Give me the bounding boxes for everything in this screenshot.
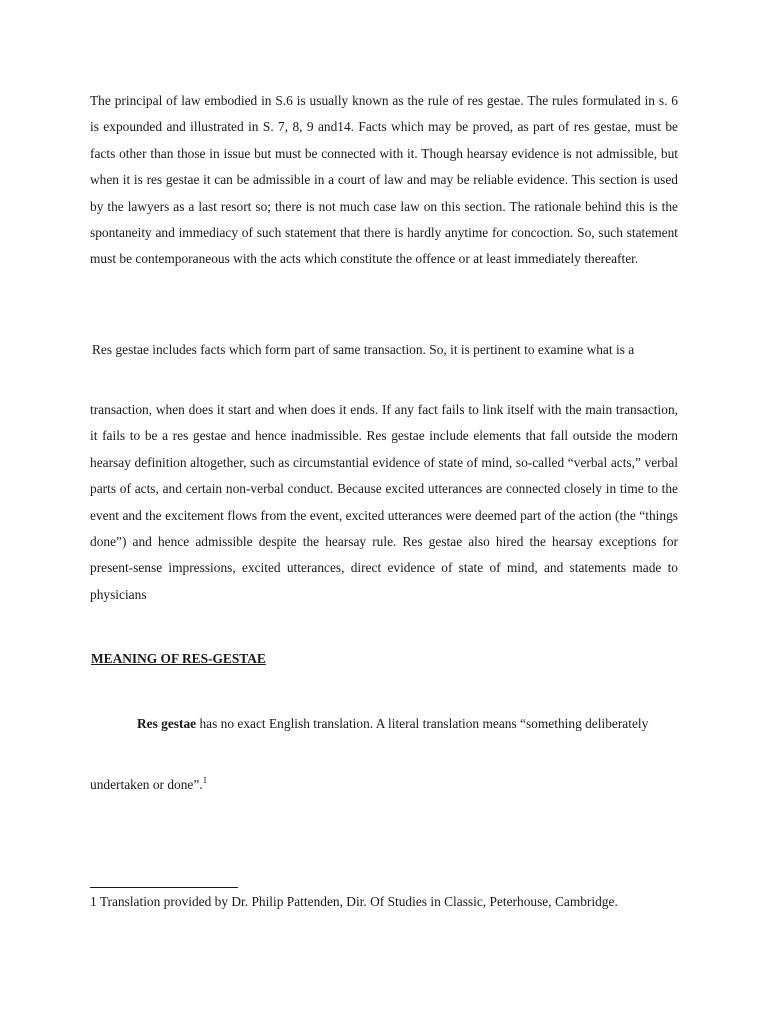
footnote-text: Translation provided by Dr. Philip Pattenden, Dir. Of Studies in Classic, Peterhouse, Cambridge. xyxy=(99,894,618,909)
meaning-text: has no exact English translation. A literal translation means “something deliberately xyxy=(196,716,649,731)
section-heading: MEANING OF RES-GESTAE xyxy=(91,651,266,666)
term-res-gestae: Res gestae xyxy=(137,716,197,731)
footnote-reference[interactable]: 1 xyxy=(202,775,208,785)
paragraph-transaction-detail: transaction, when does it start and when does it ends. If any fact fails to link itself with the main transaction, it fails to be a res gestae and hence inadmissible. Res gestae include elements that fall outside the modern hearsay definition altogether, such as circumstantial evidence of state of mind, so-called “verbal acts,” verbal parts of acts, and certain non-verbal conduct. Because excited utterances are connected closely in time to the event and the excitement flows from the event, excited utterances were deemed part of the action (the “things done”) and hence admissible despite the hearsay rule. Res gestae also hired the hearsay exceptions for present-sense impressions, excited utterances, direct evidence of state of mind, and statements made to physicians xyxy=(90,402,678,602)
paragraph-transaction-intro: Res gestae includes facts which form part of same transaction. So, it is pertinent to examine what is a xyxy=(92,342,635,357)
paragraph-meaning xyxy=(137,711,678,737)
paragraph-res-gestae-principle: The principal of law embodied in S.6 is usually known as the rule of res gestae. The rules formulated in s. 6 is expounded and illustrated in S. 7, 8, 9 and14. Facts which may be proved, as part of res gestae, must be facts other than those in issue but must be connected with it. Though hearsay evidence is not admissible, but when it is res gestae it can be admissible in a court of law and may be reliable evidence. This section is used by the lawyers as a last resort so; there is not much case law on this section. The rationale behind this is the spontaneity and immediacy of such statement that there is hardly anytime for concoction. So, such statement must be contemporaneous with the acts which constitute the offence or at least immediately thereafter. xyxy=(90,93,678,267)
footnote-number: 1 xyxy=(90,894,97,909)
footnote xyxy=(90,892,678,912)
paragraph-meaning-continuation xyxy=(90,772,678,798)
meaning-continuation: undertaken or done”. xyxy=(90,777,203,792)
footnote-separator xyxy=(90,887,238,888)
